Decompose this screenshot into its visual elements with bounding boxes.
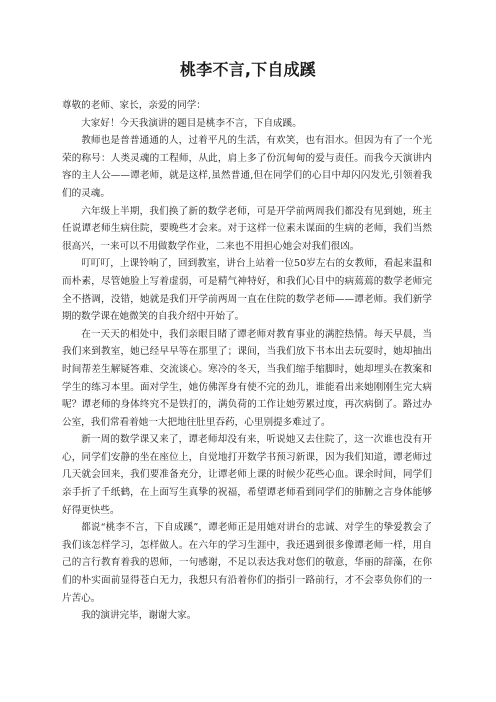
paragraph-5: 在一天天的相处中，我们亲眼目睹了谭老师对教育事业的满腔热情。每天早晨，当我们来到教室，她已经早早等在那里了；课间，当我们放下书本出去玩耍时，她却抽出时间帮差生解疑答难、交流谈心。寒冷的冬天，当我们缩手缩脚时，她却埋头在教案和学生的练习本里。面对学生，她仿佛浑身有使不完的劲儿，谁能看出来她刚刚生完大病呢？谭老师的身体终究不是铁打的，满负荷的工作让她劳累过度，再次病倒了。路过办公室，我们常看着她一大把地往肚里吞药，心里别提多难过了。 xyxy=(62,328,432,428)
document-body xyxy=(62,97,432,625)
paragraph-3: 六年级上半期，我们换了新的数学老师，可是开学前两周我们都没有见到她，班主任说谭老师生病住院，要晚些才会来。对于这样一位素未谋面的生病的老师，我们当然很高兴，一来可以不用做数学作业，二来也不用担心她会对我们很凶。 xyxy=(62,205,432,252)
greeting-line: 尊敬的老师、家长，亲爱的同学： xyxy=(62,100,206,111)
paragraph-4: 叮叮叮，上课铃响了，回到教室，讲台上站着一位50岁左右的女教师，看起来温和而朴素，尽管她脸上写着虚弱，可是精气神特好，和我们心目中的病蔫蔫的数学老师完全不搭调，没错，她就是我们开学前两周一直在住院的数学老师——谭老师。我们新学期的数学课在她微笑的自我介绍中开始了。 xyxy=(62,258,432,323)
paragraph-1: 大家好！今天我演讲的题目是桃李不言，下自成蹊。 xyxy=(81,117,302,129)
paragraph-2: 教师也是普普通通的人，过着平凡的生活，有欢笑，也有泪水。但因为有了一个光荣的称号：人类灵魂的工程师，从此，肩上多了份沉甸甸的爱与责任。而我今天演讲内容的主人公——谭老师，就是这样,虽然普通,但在同学们的心目中却闪闪发光,引领着我们的灵魂。 xyxy=(62,135,432,199)
document-title: 桃李不言,下自成蹊 xyxy=(180,60,316,79)
paragraph-7: 都说“桃李不言，下自成蹊”，谭老师正是用她对讲台的忠诚、对学生的挚爱教会了我们该怎样学习，怎样做人。在六年的学习生涯中，我还遇到很多像谭老师一样，用自己的言行教育着我的恩师，一句感谢，不足以表达我对您们的敬意，华丽的辞藻，在你们的朴实面前显得苍白无力，我想只有沿着你们的指引一路前行，才不会辜负你们的一片苦心。 xyxy=(62,522,432,604)
paragraph-6: 新一周的数学课又来了，谭老师却没有来，听说她又去住院了，这一次谁也没有开心，同学们安静的坐在座位上，自觉地打开数学书预习新课，因为我们知道，谭老师过几天就会回来，我们要准备充分，让谭老师上课的时候少花些心血。课余时间，同学们亲手折了千纸鹤，在上面写生真挚的祝福，希望谭老师看到同学们的肺腑之言身体能够好得更快些。 xyxy=(62,434,432,516)
closing-line: 我的演讲完毕，谢谢大家。 xyxy=(81,610,197,622)
